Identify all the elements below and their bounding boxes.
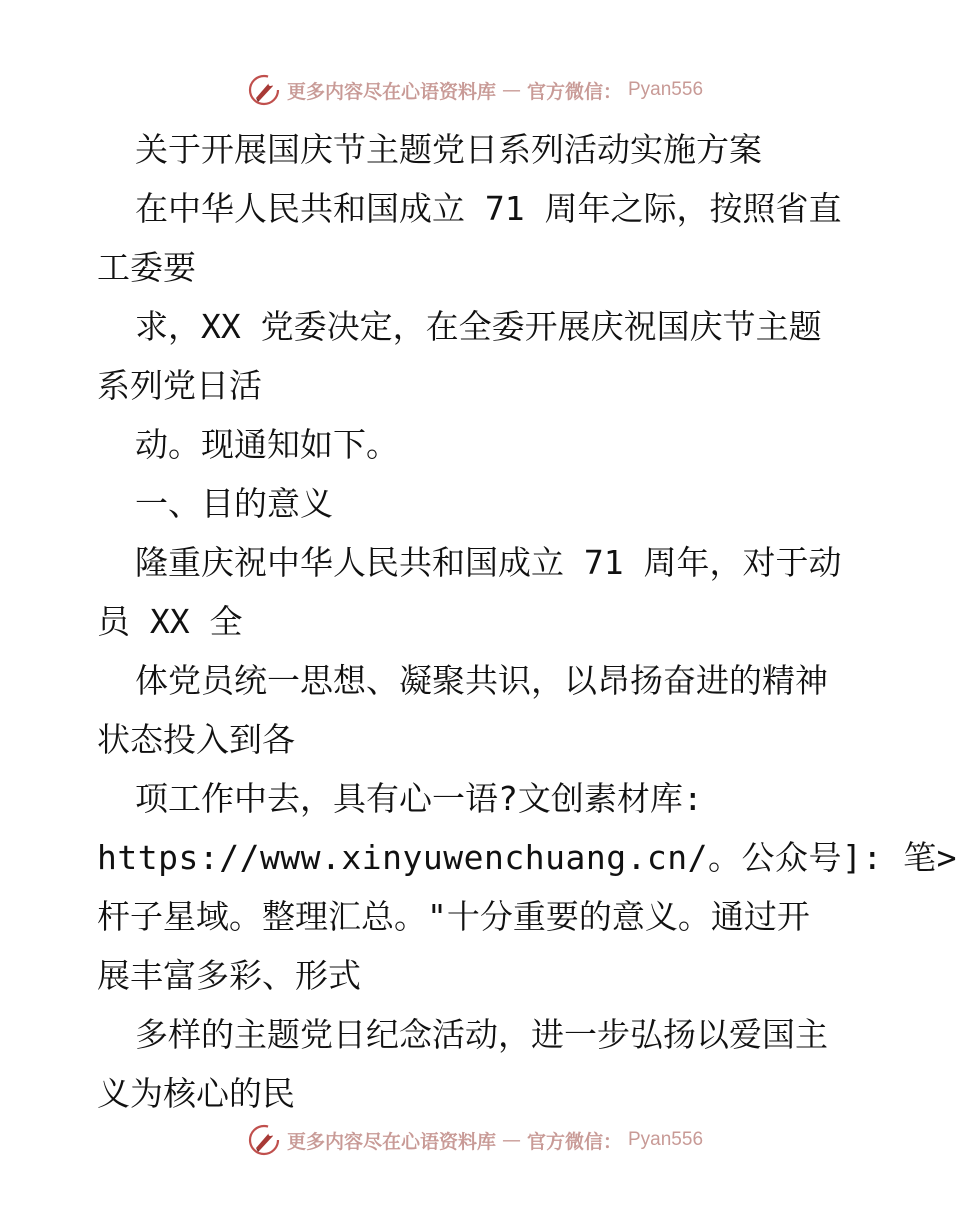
- paragraph-line: 展丰富多彩、形式: [97, 956, 361, 995]
- header-banner-dash: —: [501, 79, 521, 101]
- footer-banner-text: 更多内容尽在心语资料库: [286, 1130, 496, 1153]
- footer-banner-dash: —: [501, 1129, 521, 1151]
- document-title: 关于开展国庆节主题党日系列活动实施方案: [135, 130, 762, 169]
- paragraph-line: 动。现通知如下。: [135, 425, 399, 464]
- paragraph-line: 多样的主题党日纪念活动，进一步弘扬以爱国主: [135, 1015, 828, 1054]
- pen-logo-icon: [247, 73, 281, 107]
- document-body: [97, 120, 957, 1123]
- footer-banner-inner: [247, 1123, 703, 1157]
- paragraph-line: 系列党日活: [97, 366, 262, 405]
- header-banner-text: 更多内容尽在心语资料库: [286, 80, 496, 103]
- paragraph-line: 在中华人民共和国成立 71 周年之际，按照省直: [135, 189, 842, 228]
- paragraph-line: 隆重庆祝中华人民共和国成立 71 周年，对于动: [135, 543, 842, 582]
- paragraph-line: 状态投入到各: [97, 720, 295, 759]
- section-heading: 一、目的意义: [135, 484, 333, 523]
- paragraph-line: 项工作中去，具有心一语?文创素材库:: [135, 779, 703, 818]
- paragraph-line: 求，XX 党委决定，在全委开展庆祝国庆节主题: [135, 307, 822, 346]
- paragraph-line: 工委要: [97, 248, 196, 287]
- pen-logo-icon: [247, 1123, 281, 1157]
- paragraph-line: 杆子星域。整理汇总。"十分重要的意义。通过开: [97, 897, 810, 936]
- footer-banner-wechat-id: Pyan556: [628, 1129, 704, 1150]
- paragraph-line: 义为核心的民: [97, 1074, 295, 1113]
- header-banner-inner: [247, 73, 703, 107]
- header-banner: [0, 70, 950, 110]
- header-banner-wechat-label: 官方微信：: [526, 80, 622, 103]
- footer-banner-wechat-label: 官方微信：: [526, 1130, 622, 1153]
- paragraph-line: 体党员统一思想、凝聚共识，以昂扬奋进的精神: [135, 661, 828, 700]
- footer-banner: [0, 1120, 950, 1160]
- header-banner-wechat-id: Pyan556: [628, 79, 704, 100]
- paragraph-line: 员 XX 全: [97, 602, 243, 641]
- paragraph-line-url: https://www.xinyuwenchuang.cn/。公众号]: 笔>: [97, 838, 957, 877]
